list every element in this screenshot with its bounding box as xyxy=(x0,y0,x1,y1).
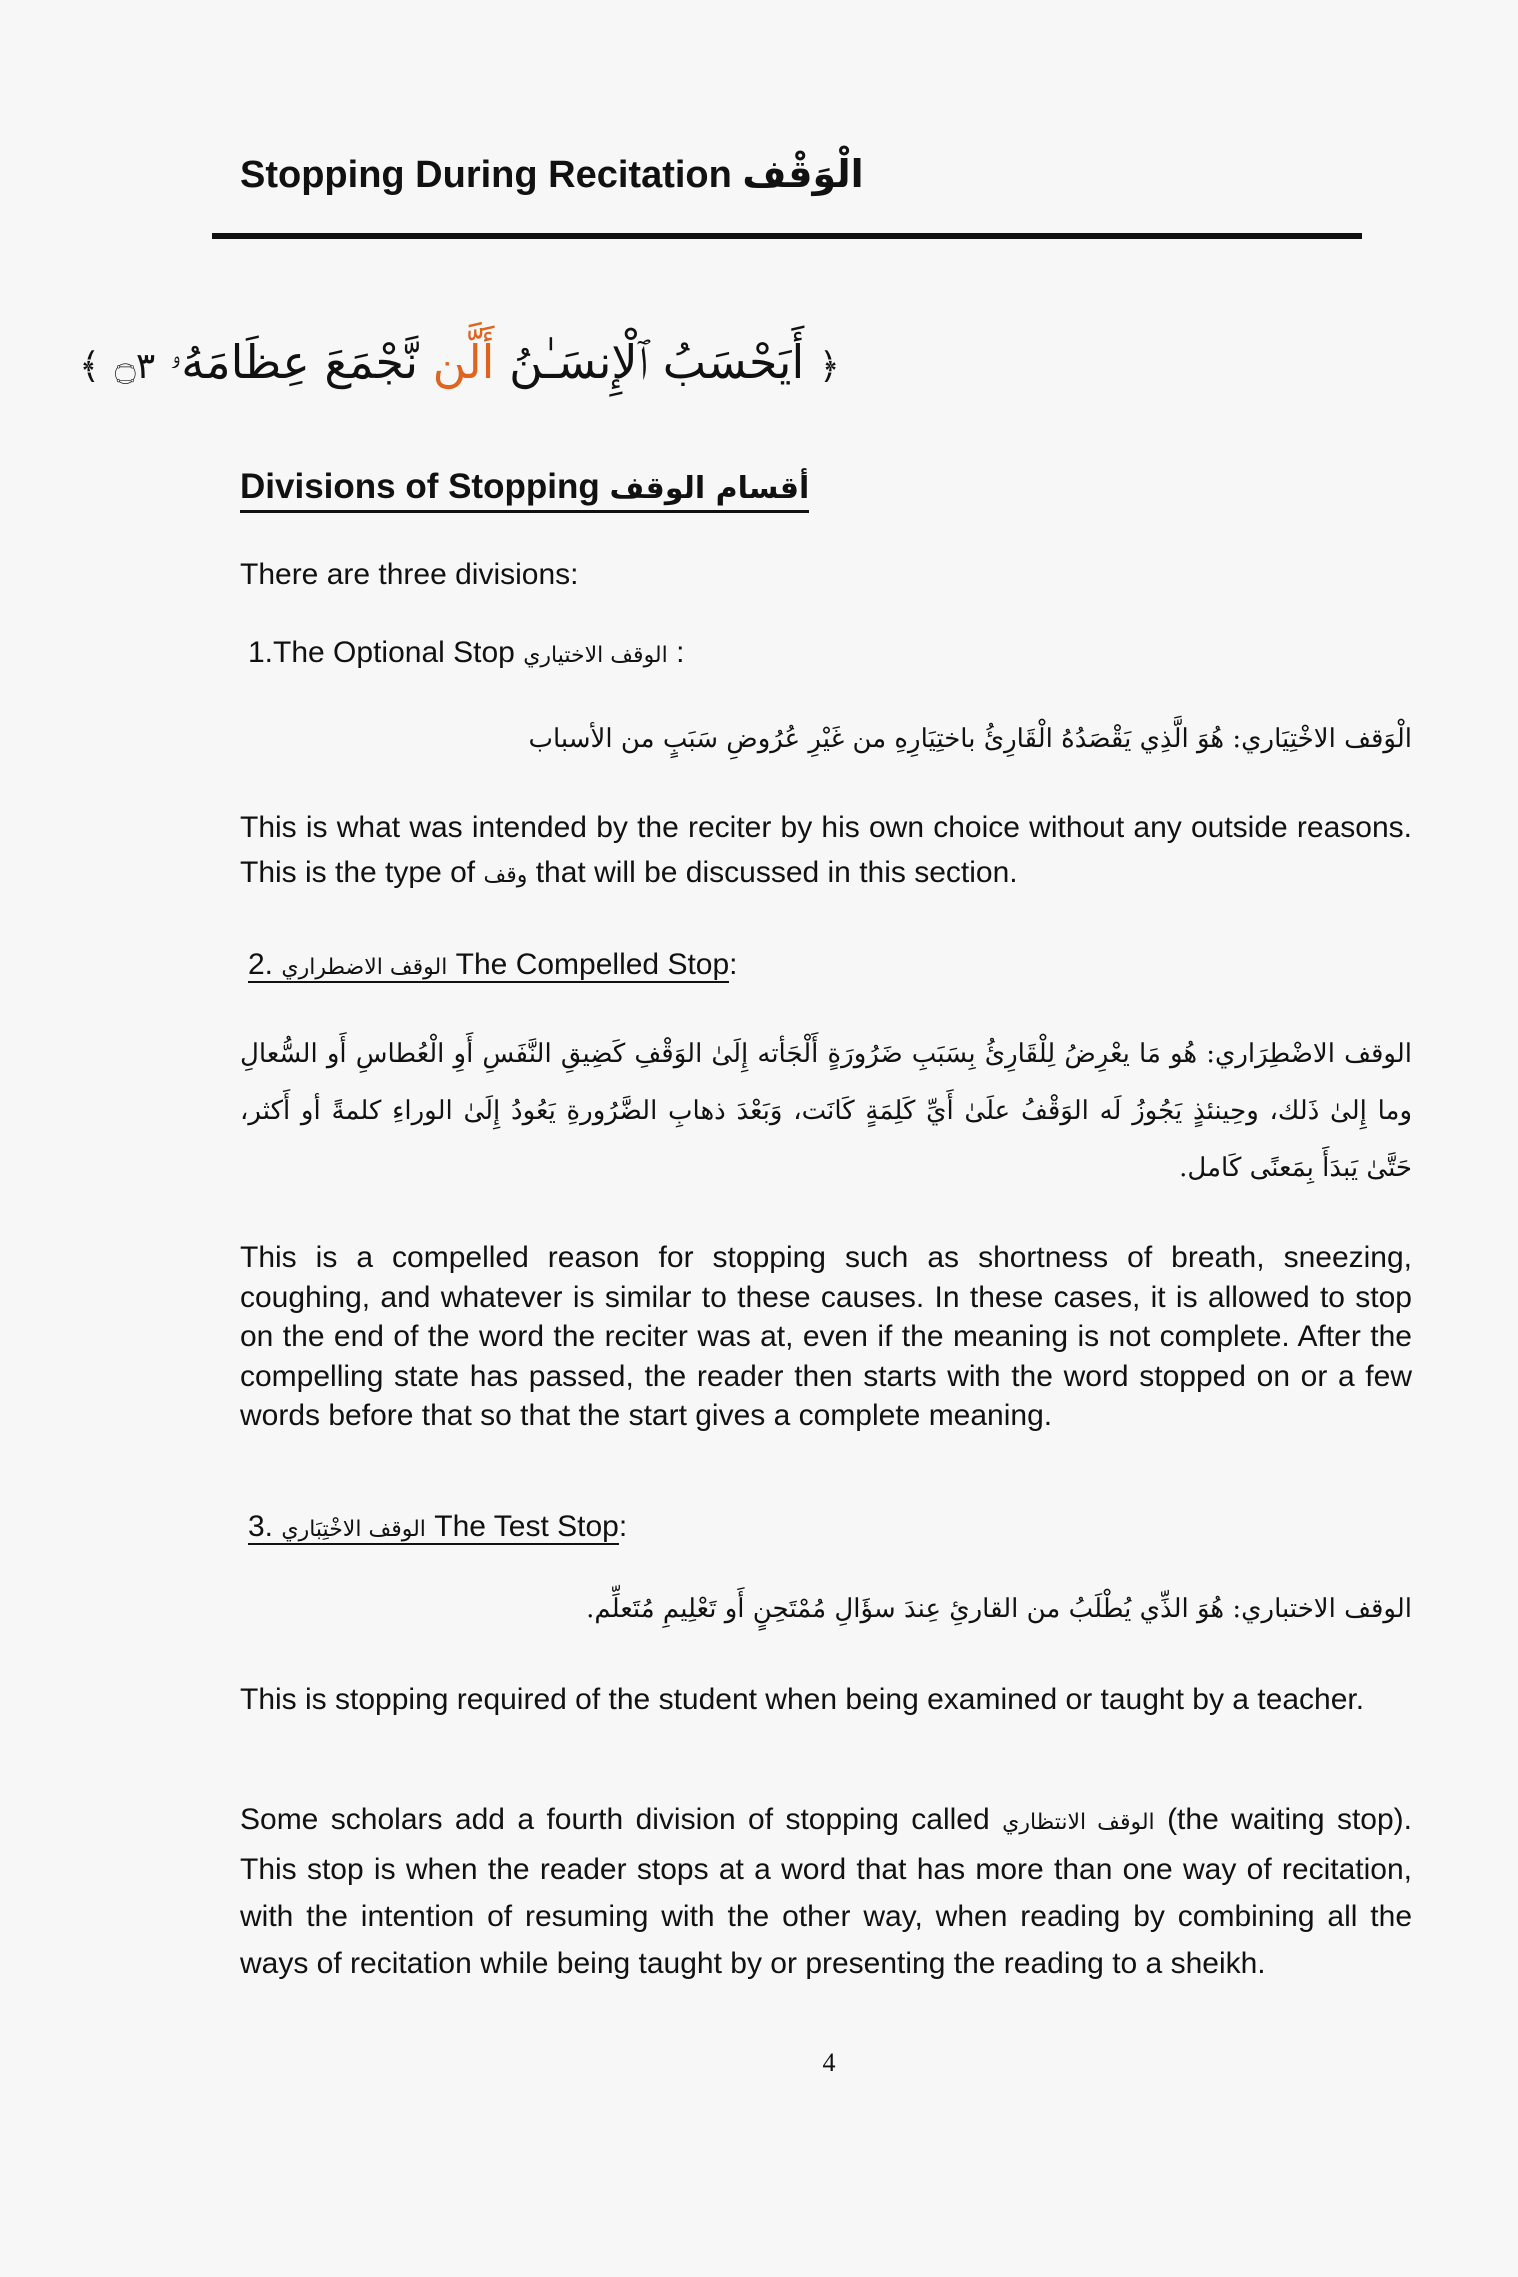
page-title xyxy=(240,152,864,197)
division-1-explanation xyxy=(240,805,1412,898)
item-suffix: : xyxy=(667,636,685,669)
verse-text: أَيَحْسَبُ ٱلْإِنسَـٰنُ xyxy=(509,335,805,389)
verse-text: نَّجْمَعَ عِظَامَهُۥ xyxy=(169,335,418,389)
item-suffix: : xyxy=(729,948,738,981)
fourth-division-paragraph xyxy=(240,1796,1412,1987)
verse-highlight: أَلَّن xyxy=(432,335,495,389)
title-divider xyxy=(212,233,1362,239)
text-arabic: وقف xyxy=(483,863,528,888)
text: This is what was intended by the reciter by his own choice without any outside reasons. This is the type of xyxy=(240,811,1412,889)
item-label-en: The Compelled Stop xyxy=(455,948,730,981)
item-underlined xyxy=(248,1510,619,1545)
section-heading xyxy=(240,466,809,513)
item-label-ar: الوقف الاختياري xyxy=(523,643,668,668)
text-arabic: الوقف الانتظاري xyxy=(1002,1810,1155,1835)
heading-arabic: أقسام الوقف xyxy=(609,471,810,506)
text: Some scholars add a fourth division of stopping called xyxy=(240,1803,1003,1836)
item-underlined xyxy=(248,948,729,983)
text: (the waiting stop). This stop is when the reader stops at a word that has more than one way of recitation, with the intention of resuming with the other way, when reading by combining all the ways of recitation while being taught by or presenting the reading to a sheikh. xyxy=(240,1803,1412,1980)
item-number: 2. xyxy=(248,948,274,981)
item-label-en: The Test Stop xyxy=(434,1510,619,1543)
division-2-explanation: This is a compelled reason for stopping such as shortness of breath, sneezing, coughing, and whatever is similar to these causes. In these cases, it is allowed to stop on the end of the word the reciter was at, even if the meaning is not complete. After the compelling state has passed, the reader then starts with the word stopped on or a few words before that so that the start gives a complete meaning. xyxy=(240,1241,1412,1432)
intro-text: There are three divisions: xyxy=(240,558,579,591)
ornate-bracket-open: ﴿ xyxy=(818,346,840,387)
verse-number-marker: ۝٣ xyxy=(114,346,156,387)
title-english: Stopping During Recitation xyxy=(240,154,732,196)
division-3-explanation: This is stopping required of the student when being examined or taught by a teacher. xyxy=(240,1683,1365,1716)
division-2-heading xyxy=(248,948,738,982)
item-number: 1. xyxy=(248,636,274,669)
item-label-ar: الوقف الاخْتِبَاري xyxy=(281,1517,426,1542)
division-1-heading xyxy=(248,636,684,670)
division-1-definition: الْوَقف الاخْتِيَاري: هُوَ الَّذِي يَقْصَدُهُ الْقَارِئُ باختِيَارِهِ من غَيْرِ عُرُوضِ سَبَبٍ من الأسباب xyxy=(528,724,1412,754)
heading-english: Divisions of Stopping xyxy=(240,467,600,506)
item-number: 3. xyxy=(248,1510,274,1543)
text: that will be discussed in this section. xyxy=(527,856,1018,889)
page-number: 4 xyxy=(822,2048,836,2077)
item-label-ar: الوقف الاضطراري xyxy=(281,955,448,980)
division-3-definition: الوقف الاختباري: هُوَ الذِّي يُطْلَبُ من القارئِ عِندَ سؤَالِ مُمْتَحِنٍ أَو تَعْلِيمِ مُتَعلِّم. xyxy=(586,1594,1412,1624)
quran-verse xyxy=(79,335,840,391)
title-arabic: الْوَقْف xyxy=(742,152,864,196)
item-label-en: The Optional Stop xyxy=(273,636,515,669)
item-suffix: : xyxy=(618,1510,628,1543)
ornate-bracket-close: ﴾ xyxy=(79,346,101,387)
division-2-definition: الوقف الاضْطِرَاري: هُو مَا يعْرِضُ لِلْقَارِئُ بِسَبَبِ ضَرُورَةٍ أَلْجَأته إِلَىٰ الوَقْفِ كَضِيقِ النَّفَسِ أَوِ الْعُطاسِ أَو السُّعالِ وما إِلىٰ ذَلك، وحِينئذٍ يَجُوزُ لَه الوَقْفُ علَىٰ أَيِّ كَلِمَةٍ كَانَت، وَبَعْدَ ذهابِ الضَّرُورةِ يَعُودُ إِلَىٰ الوراءِ كلمةً أو أَكثر، حَتَّىٰ يَبدَأَ بِمَعنًى كَامل. xyxy=(240,1039,1412,1183)
division-3-heading xyxy=(248,1510,627,1544)
